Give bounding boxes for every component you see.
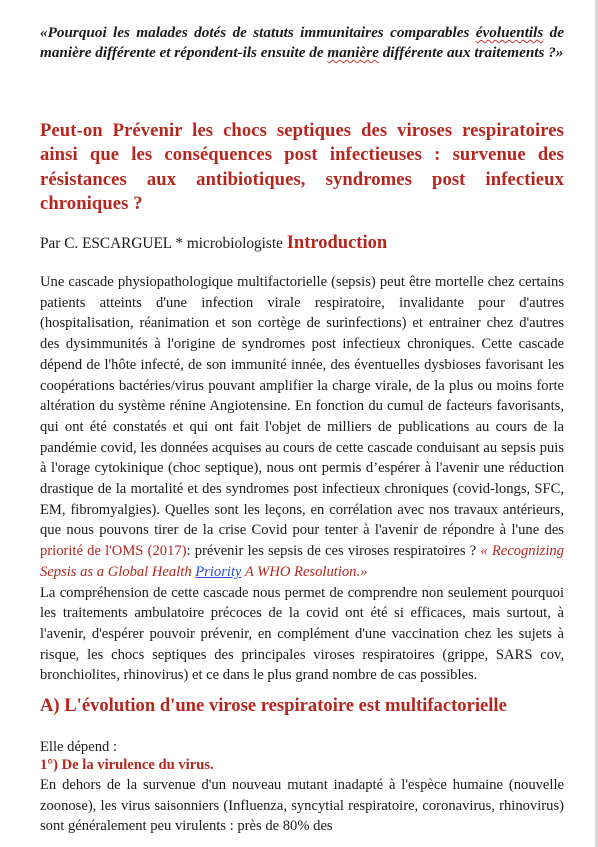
spelling-flag: manière bbox=[327, 44, 379, 61]
intro-paragraph bbox=[40, 272, 564, 686]
virulence-paragraph: En dehors de la survenue d'un nouveau mutant inadapté à l'espèce humaine (nouvelle zoonose), les virus saisonniers (Influenza, syncytial respiratoire, coronavirus, rhinovirus) sont généralement peu virulents : près de 80% des bbox=[40, 777, 564, 835]
priority-link[interactable]: Priority bbox=[195, 563, 242, 580]
elle-depend-text: Elle dépend : bbox=[40, 739, 117, 755]
article-title: Peut-on Prévenir les chocs septiques des viroses respiratoires ainsi que les conséquences post infectieuses : survenue des résistances aux antibiotiques, syndromes post infectieux chroniques ? bbox=[40, 120, 564, 215]
quote-text: différente aux traitements ?» bbox=[378, 44, 564, 61]
paragraph-text: Une cascade physiopathologique multifactorielle (sepsis) peut être mortelle chez certains patients atteints d'une infection virale respiratoire, invalidante pour d'autres (hospitalisation, réanimation et son cortège de surinfections) et entrainer chez d'autres des dysimmunités à l'origine de syndromes post infectieux chroniques. Cette cascade dépend de l'hôte infecté, de son immunité innée, des éventuelles dysbioses favorisant les coopérations bactéries/virus pouvant amplifier la charge virale, de la plus ou moins forte altération du système rénine Angiotensine. En fonction du cumul de facteurs favorisants, qui ont été constatés et qui ont fait l'objet de milliers de publications au cours de la pandémie covid, les données acquises au cours de cette cascade conduisant au sepsis puis à l'orage cytokinique (choc septique), nous ont permis d’espérer à l'avenir une réduction drastique de la mortalité et des syndromes post infectieux chroniques (covid-longs, SFC, EM, fibromyalgies). Quelles sont les leçons, en corrélation avec nos travaux antérieurs, que nous pouvons tirer de la crise Covid pour tenter à l'avenir de répondre à l'une des bbox=[40, 274, 564, 539]
epigraph-quote bbox=[40, 23, 564, 63]
spelling-flag: évoluentils bbox=[475, 24, 544, 41]
paragraph-text: : prévenir les sepsis de ces viroses respiratoires ? bbox=[186, 543, 481, 560]
byline bbox=[40, 232, 564, 255]
quote-text: de manière différente et répondent-ils ensuite de bbox=[40, 24, 564, 61]
quote-part: « Recognizing Sepsis as a Global Health bbox=[40, 543, 564, 580]
introduction-heading: Introduction bbox=[286, 233, 388, 253]
author-line: Par C. ESCARGUEL * microbiologiste bbox=[40, 235, 287, 252]
section-a-heading: A) L'évolution d'une virose respiratoire est multifactorielle bbox=[40, 695, 507, 716]
comprehension-paragraph: La compréhension de cette cascade nous permet de comprendre non seulement pourquoi les traitements ambulatoire précoces de la covid ont été si efficaces, mais surtout, à l'avenir, d'espérer pouvoir prévenir, en complément d'une vaccination chez les sujets à risque, les chocs septiques des principales viroses respiratoires (grippe, SARS cov, bronchiolites, rhinovirus) et ce dans le plus grand nombre de cas possibles. bbox=[40, 584, 564, 684]
quote-text: «Pourquoi les malades dotés de statuts immunitaires comparables bbox=[40, 24, 476, 41]
who-priority-ref: priorité de l'OMS (2017) bbox=[40, 543, 187, 560]
quote-part: A WHO Resolution.» bbox=[241, 563, 368, 580]
virulence-subheading: 1°) De la virulence du virus. bbox=[40, 757, 214, 773]
